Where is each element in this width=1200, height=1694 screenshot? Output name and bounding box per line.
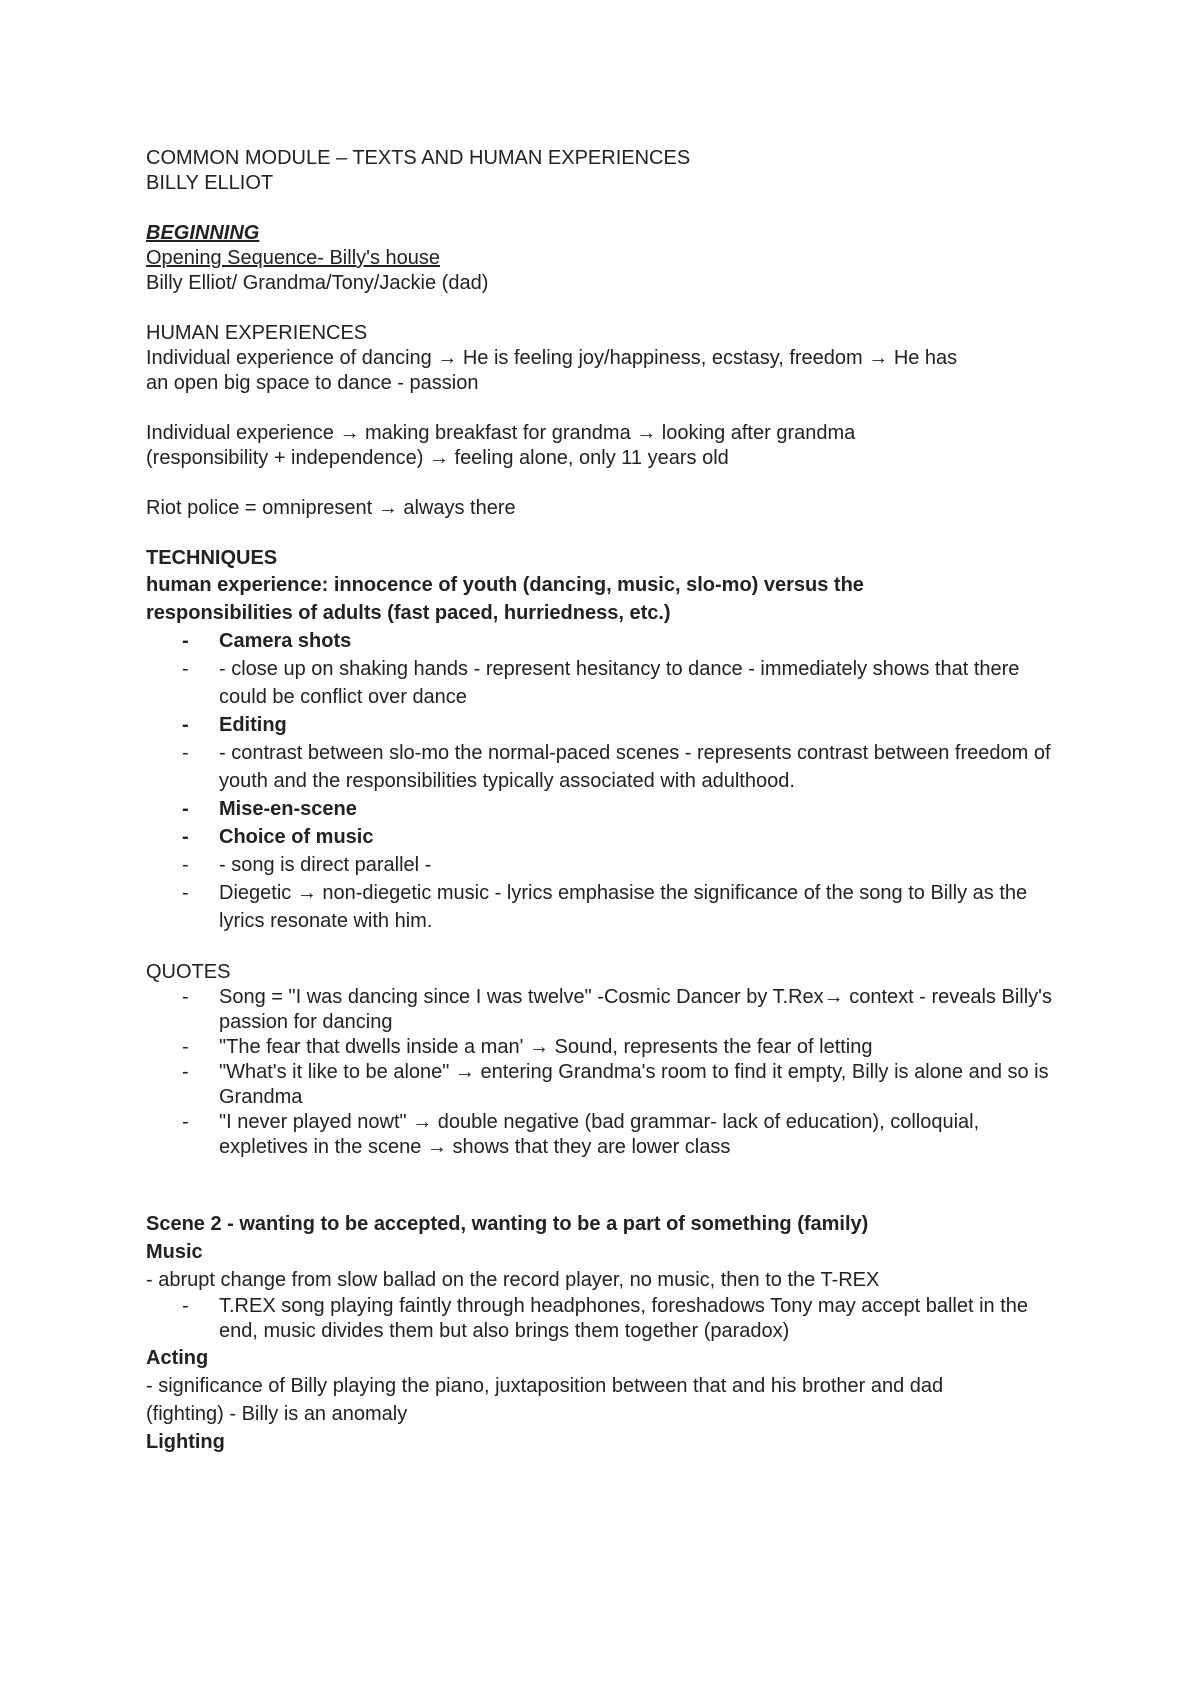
list-item: - - close up on shaking hands - represent hesitancy to dance - immediately shows that there could be conflict over dance <box>146 655 1066 711</box>
list-item: - Choice of music <box>146 823 1066 851</box>
list-item: - T.REX song playing faintly through headphones, foreshadows Tony may accept ballet in the end, music divides them but also brings them together (paradox) <box>146 1294 1066 1344</box>
list-item: - "I never played nowt" → double negative (bad grammar- lack of education), colloquial, expletives in the scene → shows that they are lower class <box>146 1110 1066 1160</box>
document-body <box>146 146 1066 1456</box>
list-item: - "What's it like to be alone" → entering Grandma's room to find it empty, Billy is alone and so is Grandma <box>146 1060 1066 1110</box>
music-list <box>146 1294 1066 1344</box>
list-item: - Song = "I was dancing since I was twelve" -Cosmic Dancer by T.Rex→ context - reveals Billy's passion for dancing <box>146 985 1066 1035</box>
list-item: - "The fear that dwells inside a man' → Sound, represents the fear of letting <box>146 1035 1066 1060</box>
list-item: - Camera shots <box>146 627 1066 655</box>
document-subtitle: BILLY ELLIOT <box>146 172 274 194</box>
document-title: COMMON MODULE – TEXTS AND HUMAN EXPERIENCES <box>146 147 691 169</box>
techniques-heading: TECHNIQUES <box>146 547 278 569</box>
paragraph-dancing-2: an open big space to dance - passion <box>146 372 479 394</box>
techniques-list <box>146 627 1066 935</box>
acting-text-2: (fighting) - Billy is an anomaly <box>146 1403 408 1425</box>
human-experiences-heading: HUMAN EXPERIENCES <box>146 322 368 344</box>
quotes-heading: QUOTES <box>146 961 231 983</box>
list-item: - Editing <box>146 711 1066 739</box>
paragraph-dancing-1: Individual experience of dancing → He is feeling joy/happiness, ecstasy, freedom → He has <box>146 347 958 369</box>
techniques-intro-2: responsibilities of adults (fast paced, hurriedness, etc.) <box>146 602 671 624</box>
lighting-heading: Lighting <box>146 1431 225 1453</box>
list-item: - Diegetic → non-diegetic music - lyrics emphasise the significance of the song to Billy as the lyrics resonate with him. <box>146 879 1066 935</box>
characters-line: Billy Elliot/ Grandma/Tony/Jackie (dad) <box>146 272 489 294</box>
beginning-heading: BEGINNING <box>146 222 260 244</box>
list-item: - Mise-en-scene <box>146 795 1066 823</box>
techniques-intro-1: human experience: innocence of youth (dancing, music, slo-mo) versus the <box>146 574 864 596</box>
list-item: - - song is direct parallel - <box>146 851 1066 879</box>
quotes-list <box>146 985 1066 1160</box>
acting-text-1: - significance of Billy playing the piano, juxtaposition between that and his brother and dad <box>146 1375 944 1397</box>
list-item: - - contrast between slo-mo the normal-paced scenes - represents contrast between freedom of youth and the responsibilities typically associated with adulthood. <box>146 739 1066 795</box>
paragraph-riot-police: Riot police = omnipresent → always there <box>146 497 516 519</box>
scene2-heading: Scene 2 - wanting to be accepted, wanting to be a part of something (family) <box>146 1213 869 1235</box>
opening-sequence-heading: Opening Sequence- Billy's house <box>146 247 441 269</box>
paragraph-breakfast-1: Individual experience → making breakfast for grandma → looking after grandma <box>146 422 856 444</box>
acting-heading: Acting <box>146 1347 209 1369</box>
music-text: - abrupt change from slow ballad on the record player, no music, then to the T-REX <box>146 1269 880 1291</box>
music-heading: Music <box>146 1241 203 1263</box>
paragraph-breakfast-2: (responsibility + independence) → feeling alone, only 11 years old <box>146 447 729 469</box>
